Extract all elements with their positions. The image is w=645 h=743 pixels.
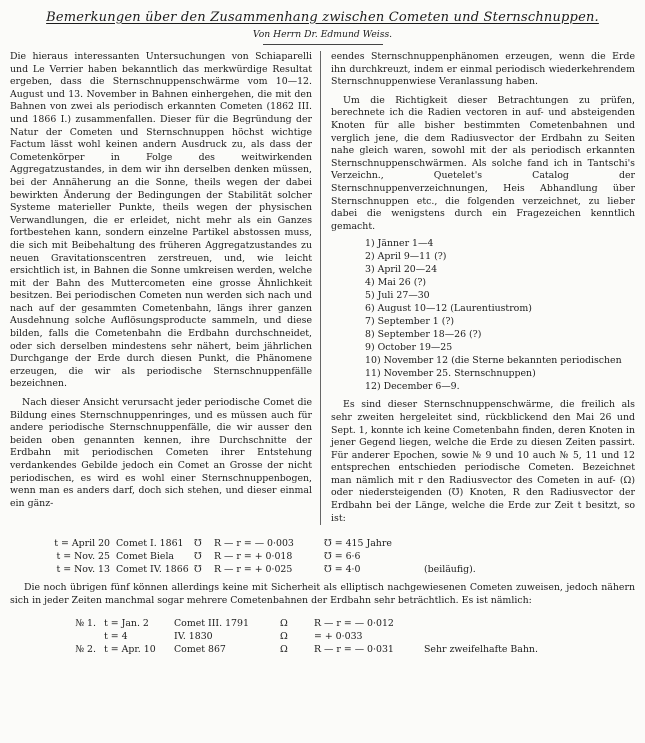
left-paragraph-1: Die hieraus interessanten Untersuchungen von Schiaparelli und Le Verrier haben bekanntlich das merkwürdige Resultat ergeben, dass die Sternschnuppenschwärme vom 10—12. August und 13. November in Bahnen einhergehen, die mit den Bahnen von zwei als periodisch erkannten Cometen (1862 III. und 1866 I.) zusammenfallen. Dieser für die Begründung der Natur der Cometen und Sternschnuppen höchst wichtige Factum lässt wohl keinen andern Ausdruck zu, als dass der Cometenkörper in Folge des weitwirkenden Aggregatzustandes, in dem wir ihn derselben denken müssen, bei der Annäherung an die Sonne, theils wegen der dabei bewirkten Änderung der Bedingungen der Stabilität solcher Systeme materieller Punkte, theils wegen der physischen Verwandlungen, die er erleidet, nicht mehr als ein Ganzes fortbestehen kann, sondern einzelne Partikel abstossen muss, die sich mit Beibehaltung des früheren Aggregatzustandes zu neuen Gravitationscentren zerstreuen, und, wie leicht ersichtlich ist, in Bahnen die Sonne umkreisen werden, welche mit der Bahn des Muttercometen eine grosse Ähnlichkeit besitzen. Bei periodischen Cometen nun werden sich nach und nach auf der gesammten Cometenbahn, längs ihrer ganzen Ausdehnung solche Auflösungsproducte sammeln, und diese bilden, falls die Cometenbahn die Erdbahn durchschneidet, oder sich derselben mindestens sehr nähert, beim jährlichen Durchgange der Erde durch diesen Punkt, die Phänomene erzeugen, die wir als periodische Sternschnuppenfälle bezeichnen. — [10, 51, 313, 390]
table-row: № 1. t = Jan. 2 Comet III. 1791 Ω R — r = — 0·012 — [75, 618, 394, 630]
table-row: t = Nov. 13 Comet IV. 1866 ℧ R — r = + 0·025 ℧ = 4·0 (beiläufig). — [56, 564, 476, 576]
left-column — [10, 51, 321, 525]
list-item: 6) August 10—12 (Laurentiustrom) — [365, 303, 532, 315]
closing-paragraph: Die noch übrigen fünf können allerdings keine mit Sicherheit als elliptisch nachgewiesenen Cometen zuweisen, jedoch nähern sich in jeder Zeiten manchmal sogar mehrere Cometenbahnen der Erdbahn sehr beträchtlich. Es ist nämlich: — [10, 582, 635, 606]
list-item: 10) November 12 (die Sterne bekannten periodischen — [365, 355, 622, 367]
list-item: 4) Mai 26 (?) — [365, 277, 427, 289]
right-paragraph-3: Es sind dieser Sternschnuppenschwärme, die freilich als sehr zweiten hergeleitet sind, rückblickend den Mai 26 und Sept. 1, konnte ich keine Cometenbahn finden, deren Knoten in jener Gegend liegen, welche die Erde zu diesen Zeiten passirt. Für anderer Epochen, sowie № 9 und 10 auch № 5, 11 und 12 entsprechen entschieden periodische Cometen. Bezeichnet man nämlich mit r den Radiusvector des Cometen in auf- (Ω) oder niedersteigenden (℧) Knoten, R den Radiusvector der Erdbahn bei der Länge, welche die Erde zur Zeit t besitzt, so ist: — [331, 399, 635, 524]
right-column — [331, 51, 635, 525]
list-item: 5) Juli 27—30 — [365, 290, 430, 302]
meteor-date-list — [365, 237, 635, 393]
table-row: t = Nov. 25 Comet Biela ℧ R — r = + 0·018 ℧ = 6·6 — [56, 551, 361, 563]
two-column-body — [10, 51, 635, 525]
list-item: 7) September 1 (?) — [365, 316, 455, 328]
comet-table-2 — [10, 617, 635, 656]
list-item: 12) December 6—9. — [365, 381, 460, 393]
list-item: 11) November 25. Sternschnuppen) — [365, 368, 536, 380]
table-row: t = April 20 Comet I. 1861 ℧ R — r = — 0·003 ℧ = 415 Jahre — [54, 538, 392, 550]
list-item: 8) September 18—26 (?) — [365, 329, 482, 341]
table-row: № 2. t = Apr. 10 Comet 867 Ω R — r = — 0·031 Sehr zweifelhafte Bahn. — [75, 644, 538, 656]
right-paragraph-2: Um die Richtigkeit dieser Betrachtungen zu prüfen, berechnete ich die Radien vectoren in auf- und absteigenden Knoten für alle bisher bestimmten Cometenbahnen und verglich jene, die dem Radiusvector der Erdbahn zu Seiten nahe gleich waren, sowohl mit der als periodisch erkannten Sternschnuppenschwärmen. Als solche fand ich in Tantschi's Verzeichn., Quetelet's Catalog der Sternschnuppenverzeichnungen, Heis Abhandlung über Sternschnuppen etc., die folgenden verzeichnet, zu lieber dabei die wenigstens durch ein Fragezeichen kenntlich gemacht. — [331, 94, 635, 232]
comet-table-1 — [10, 537, 635, 576]
left-paragraph-2: Nach dieser Ansicht verursacht jeder periodische Comet die Bildung eines Sternschnuppenringes, und es müssen auch für andere periodische Sternschnuppenfälle, die wir ausser den beiden oben genannten kennen, ihre Durchschnitte der Erdbahn mit periodischen Cometen ihrer Entstehung verdankendes Gebilde jedoch ein Comet an Grosse der nicht periodischen, es wird es wohl einer Sternschnuppenbogen, wenn man es anders darf, doch sich stehen, und dieser einmal ein gänz- — [10, 397, 313, 509]
list-item: 9) October 19—25 — [365, 342, 453, 354]
article-title: Bemerkungen über den Zusammenhang zwischen Cometen und Sternschnuppen. — [46, 10, 599, 25]
table-row: t = 4 IV. 1830 Ω = + 0·033 — [104, 631, 363, 643]
author-byline: Von Herrn Dr. Edmund Weiss. — [252, 29, 393, 40]
list-item: 2) April 9—11 (?) — [365, 251, 447, 263]
list-item: 1) Jänner 1—4 — [365, 238, 434, 250]
list-item: 3) April 20—24 — [365, 264, 438, 276]
title-rule — [263, 44, 383, 45]
right-continuation: eendes Sternschnuppenphänomen erzeugen, wenn die Erde ihn durchkreuzt, indem er einmal periodisch wiederkehrendem Sternschnuppenwiese Veranlassung haben. — [331, 51, 635, 88]
